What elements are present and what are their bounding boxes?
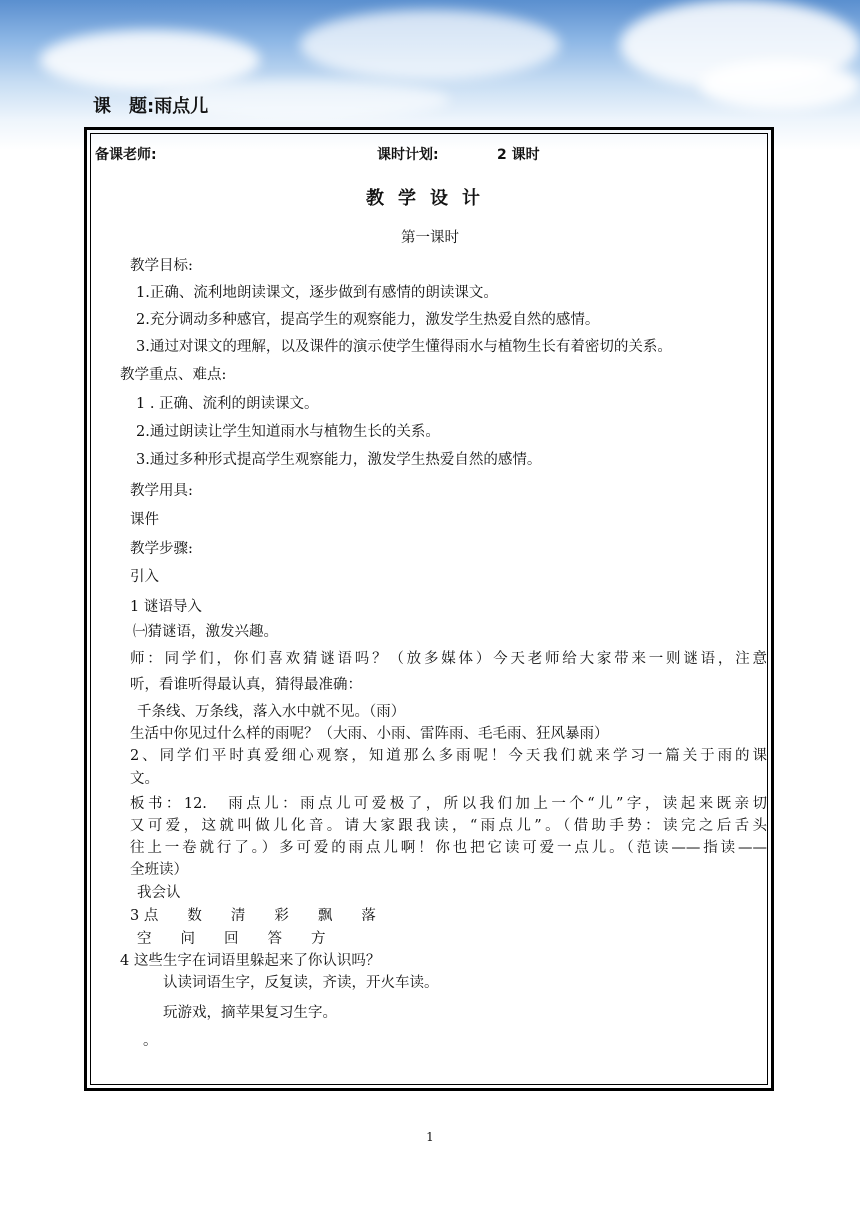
text-line: 2、同学们平时真爱细心观察，知道那么多雨呢！今天我们就来学习一篇关于雨的课 (130, 748, 767, 764)
cloud-decoration (300, 10, 560, 80)
text-line: 。 (143, 1033, 158, 1049)
text-line: ㈠猜谜语，激发兴趣。 (133, 624, 278, 640)
text-line: 空 问 回 答 方 (137, 931, 326, 947)
text-line: 1.正确、流利地朗读课文，逐步做到有感情的朗读课文。 (136, 285, 498, 301)
text-line: 玩游戏，摘苹果复习生字。 (163, 1005, 337, 1021)
text-line: 听，看谁听得最认真，猜得最准确： (130, 677, 362, 693)
text-line: 3.通过对课文的理解，以及课件的演示使学生懂得雨水与植物生长有着密切的关系。 (136, 339, 672, 355)
text-line: 2.通过朗读让学生知道雨水与植物生长的关系。 (136, 424, 440, 440)
text-line: 教学步骤: (130, 541, 193, 557)
cloud-decoration (700, 60, 860, 110)
teacher-label: 备课老师: (95, 147, 157, 163)
text-line: 生活中你见过什么样的雨呢？（大雨、小雨、雷阵雨、毛毛雨、狂风暴雨） (130, 726, 609, 742)
text-line: 往上一卷就行了。）多可爱的雨点儿啊！你也把它读可爱一点儿。（范读——指读—— (130, 840, 767, 856)
text-line: 教学目标: (130, 258, 193, 274)
cloud-decoration (40, 30, 260, 90)
section-title: 教学设计 (366, 188, 494, 209)
text-line: 教学用具: (130, 483, 193, 499)
text-line: 千条线、万条线，落入水中就不见。（雨） (137, 704, 406, 720)
text-line: 4 这些生字在词语里躲起来了你认识吗？ (120, 953, 381, 969)
text-line: 认读词语生字，反复读，齐读，开火车读。 (163, 975, 439, 991)
title-label2: 题 (129, 96, 147, 117)
text-line: 我会认 (137, 885, 181, 901)
text-line: 课件 (130, 512, 159, 528)
text-line: 全班读） (130, 862, 188, 878)
text-line: 教学重点、难点: (120, 367, 227, 383)
text-line: 文。 (130, 771, 159, 787)
text-line: 3.通过多种形式提高学生观察能力，激发学生热爱自然的感情。 (136, 452, 542, 468)
plan-label: 课时计划: (377, 147, 439, 163)
text-line: 师：同学们，你们喜欢猜谜语吗？（放多媒体）今天老师给大家带来一则谜语，注意 (130, 651, 767, 667)
page-number: 1 (426, 1130, 434, 1144)
plan-value: 2 课时 (497, 147, 540, 163)
text-line: 1 . 正确、流利的朗读课文。 (136, 396, 319, 412)
text-line: 1 谜语导入 (130, 599, 202, 615)
text-line: 3 点 数 清 彩 飘 落 (130, 908, 376, 924)
text-line: 板书：12. 雨点儿：雨点儿可爱极了，所以我们加上一个“儿”字，读起来既亲切 (130, 796, 767, 812)
lesson-heading: 第一课时 (401, 230, 459, 246)
doc-title (93, 92, 208, 118)
text-line: 引入 (130, 569, 159, 585)
title-value: :雨点儿 (147, 96, 209, 117)
title-label: 课 (93, 96, 111, 117)
text-line: 又可爱，这就叫做儿化音。请大家跟我读，“雨点儿”。（借助手势：读完之后舌头 (130, 818, 767, 834)
text-line: 2.充分调动多种感官，提高学生的观察能力，激发学生热爱自然的感情。 (136, 312, 600, 328)
